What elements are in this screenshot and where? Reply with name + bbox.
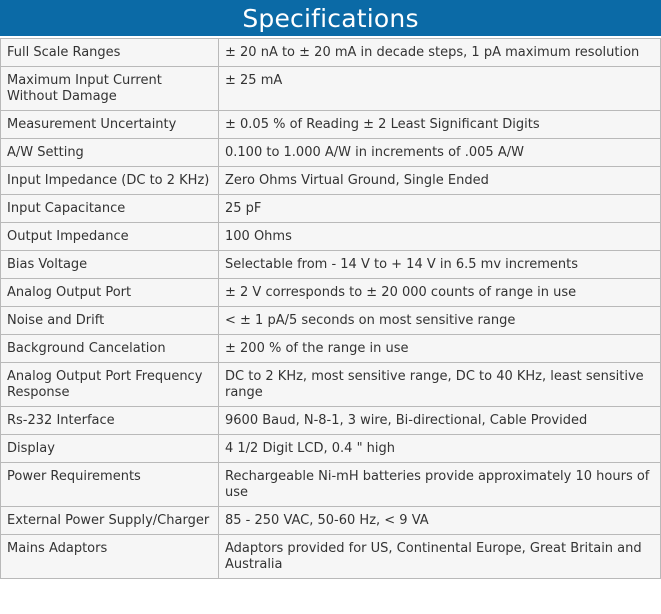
spec-row	[1, 435, 661, 463]
specifications-title: Specifications	[0, 0, 661, 38]
spec-row	[1, 535, 661, 579]
spec-label: A/W Setting	[1, 139, 219, 167]
spec-label: Background Cancelation	[1, 335, 219, 363]
spec-value: 25 pF	[219, 195, 661, 223]
spec-row	[1, 223, 661, 251]
spec-value: ± 0.05 % of Reading ± 2 Least Significant Digits	[219, 111, 661, 139]
spec-label: Input Impedance (DC to 2 KHz)	[1, 167, 219, 195]
spec-label: Bias Voltage	[1, 251, 219, 279]
specifications-table	[0, 38, 661, 579]
spec-row	[1, 39, 661, 67]
spec-row	[1, 139, 661, 167]
spec-value: ± 2 V corresponds to ± 20 000 counts of range in use	[219, 279, 661, 307]
spec-row	[1, 363, 661, 407]
spec-label: Analog Output Port Frequency Response	[1, 363, 219, 407]
spec-label: External Power Supply/Charger	[1, 507, 219, 535]
spec-value: ± 200 % of the range in use	[219, 335, 661, 363]
specifications-table-body	[1, 39, 661, 579]
spec-row	[1, 251, 661, 279]
spec-row	[1, 507, 661, 535]
spec-row	[1, 407, 661, 435]
spec-row	[1, 111, 661, 139]
spec-row	[1, 167, 661, 195]
spec-label: Full Scale Ranges	[1, 39, 219, 67]
spec-label: Analog Output Port	[1, 279, 219, 307]
spec-value: ± 20 nA to ± 20 mA in decade steps, 1 pA maximum resolution	[219, 39, 661, 67]
spec-label: Rs-232 Interface	[1, 407, 219, 435]
spec-value: 4 1/2 Digit LCD, 0.4 " high	[219, 435, 661, 463]
spec-value: DC to 2 KHz, most sensitive range, DC to 40 KHz, least sensitive range	[219, 363, 661, 407]
spec-value: 0.100 to 1.000 A/W in increments of .005 A/W	[219, 139, 661, 167]
spec-value: ± 25 mA	[219, 67, 661, 111]
spec-label: Maximum Input Current Without Damage	[1, 67, 219, 111]
spec-value: Rechargeable Ni-mH batteries provide approximately 10 hours of use	[219, 463, 661, 507]
spec-label: Display	[1, 435, 219, 463]
spec-value: < ± 1 pA/5 seconds on most sensitive range	[219, 307, 661, 335]
spec-label: Input Capacitance	[1, 195, 219, 223]
spec-value: Adaptors provided for US, Continental Europe, Great Britain and Australia	[219, 535, 661, 579]
spec-label: Measurement Uncertainty	[1, 111, 219, 139]
spec-value: 85 - 250 VAC, 50-60 Hz, < 9 VA	[219, 507, 661, 535]
spec-row	[1, 279, 661, 307]
spec-value: 100 Ohms	[219, 223, 661, 251]
spec-row	[1, 195, 661, 223]
spec-value: 9600 Baud, N-8-1, 3 wire, Bi-directional, Cable Provided	[219, 407, 661, 435]
spec-label: Noise and Drift	[1, 307, 219, 335]
spec-label: Mains Adaptors	[1, 535, 219, 579]
spec-value: Zero Ohms Virtual Ground, Single Ended	[219, 167, 661, 195]
spec-row	[1, 307, 661, 335]
spec-row	[1, 335, 661, 363]
spec-value: Selectable from - 14 V to + 14 V in 6.5 mv increments	[219, 251, 661, 279]
spec-label: Output Impedance	[1, 223, 219, 251]
spec-label: Power Requirements	[1, 463, 219, 507]
spec-row	[1, 463, 661, 507]
spec-row	[1, 67, 661, 111]
